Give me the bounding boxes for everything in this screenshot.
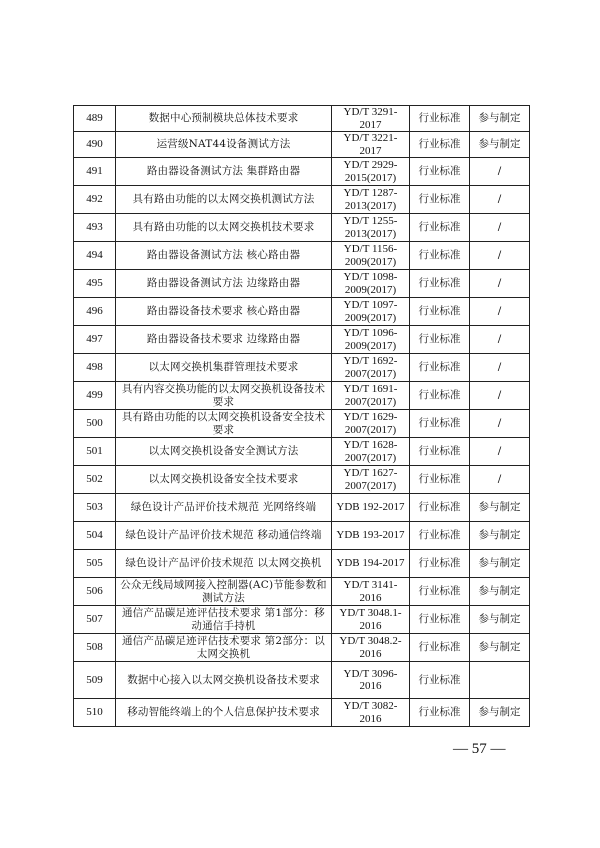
row-number-cell: 489 xyxy=(74,106,116,132)
row-number-cell: 493 xyxy=(74,214,116,242)
standard-type-cell: 行业标准 xyxy=(410,326,470,354)
participation-role-cell: 参与制定 xyxy=(470,699,530,727)
standard-code-cell: YD/T 1096-2009(2017) xyxy=(332,326,410,354)
standard-type-cell: 行业标准 xyxy=(410,298,470,326)
row-number-cell: 494 xyxy=(74,242,116,270)
standard-name-cell: 路由器设备测试方法 核心路由器 xyxy=(116,242,332,270)
standard-code-cell: YD/T 3096-2016 xyxy=(332,662,410,699)
standard-type-cell: 行业标准 xyxy=(410,214,470,242)
standard-code-cell: YD/T 3048.1-2016 xyxy=(332,606,410,634)
participation-role-cell: / xyxy=(470,186,530,214)
table-row xyxy=(74,466,530,494)
standard-code-cell: YD/T 2929-2015(2017) xyxy=(332,158,410,186)
standard-name-cell: 以太网交换机设备安全技术要求 xyxy=(116,466,332,494)
table-row xyxy=(74,662,530,699)
participation-role-cell: 参与制定 xyxy=(470,634,530,662)
row-number-cell: 490 xyxy=(74,132,116,158)
participation-role-cell: / xyxy=(470,242,530,270)
standard-type-cell: 行业标准 xyxy=(410,522,470,550)
standard-type-cell: 行业标准 xyxy=(410,382,470,410)
standard-code-cell: YD/T 1098-2009(2017) xyxy=(332,270,410,298)
standard-name-cell: 具有路由功能的以太网交换机测试方法 xyxy=(116,186,332,214)
standards-table xyxy=(73,105,530,727)
participation-role-cell: / xyxy=(470,298,530,326)
row-number-cell: 503 xyxy=(74,494,116,522)
standard-type-cell: 行业标准 xyxy=(410,106,470,132)
participation-role-cell: / xyxy=(470,354,530,382)
standard-type-cell: 行业标准 xyxy=(410,186,470,214)
participation-role-cell: 参与制定 xyxy=(470,494,530,522)
standard-code-cell: YD/T 1628-2007(2017) xyxy=(332,438,410,466)
standard-name-cell: 数据中心接入以太网交换机设备技术要求 xyxy=(116,662,332,699)
standard-code-cell: YD/T 1691-2007(2017) xyxy=(332,382,410,410)
standard-type-cell: 行业标准 xyxy=(410,132,470,158)
table-row xyxy=(74,298,530,326)
participation-role-cell: / xyxy=(470,438,530,466)
row-number-cell: 505 xyxy=(74,550,116,578)
table-row xyxy=(74,270,530,298)
table-row xyxy=(74,382,530,410)
table-row xyxy=(74,699,530,727)
standard-code-cell: YD/T 1097-2009(2017) xyxy=(332,298,410,326)
row-number-cell: 502 xyxy=(74,466,116,494)
standard-type-cell: 行业标准 xyxy=(410,438,470,466)
participation-role-cell: 参与制定 xyxy=(470,106,530,132)
standard-type-cell: 行业标准 xyxy=(410,354,470,382)
row-number-cell: 498 xyxy=(74,354,116,382)
row-number-cell: 509 xyxy=(74,662,116,699)
row-number-cell: 497 xyxy=(74,326,116,354)
table-row xyxy=(74,214,530,242)
participation-role-cell: 参与制定 xyxy=(470,578,530,606)
table-row xyxy=(74,494,530,522)
standard-code-cell: YD/T 3082-2016 xyxy=(332,699,410,727)
standard-code-cell: YD/T 1255-2013(2017) xyxy=(332,214,410,242)
standard-code-cell: YD/T 3291-2017 xyxy=(332,106,410,132)
row-number-cell: 510 xyxy=(74,699,116,727)
standard-name-cell: 以太网交换机设备安全测试方法 xyxy=(116,438,332,466)
table-row xyxy=(74,354,530,382)
table-row xyxy=(74,106,530,132)
standard-name-cell: 通信产品碳足迹评估技术要求 第2部分：以太网交换机 xyxy=(116,634,332,662)
row-number-cell: 507 xyxy=(74,606,116,634)
standard-type-cell: 行业标准 xyxy=(410,242,470,270)
standard-type-cell: 行业标准 xyxy=(410,578,470,606)
row-number-cell: 496 xyxy=(74,298,116,326)
standard-name-cell: 路由器设备技术要求 核心路由器 xyxy=(116,298,332,326)
standard-type-cell: 行业标准 xyxy=(410,634,470,662)
standards-table-sheet xyxy=(73,105,529,727)
participation-role-cell: 参与制定 xyxy=(470,132,530,158)
standard-type-cell: 行业标准 xyxy=(410,410,470,438)
row-number-cell: 491 xyxy=(74,158,116,186)
row-number-cell: 501 xyxy=(74,438,116,466)
standard-name-cell: 具有内容交换功能的以太网交换机设备技术要求 xyxy=(116,382,332,410)
row-number-cell: 504 xyxy=(74,522,116,550)
table-row xyxy=(74,438,530,466)
table-row xyxy=(74,410,530,438)
table-row xyxy=(74,186,530,214)
standard-name-cell: 路由器设备技术要求 边缘路由器 xyxy=(116,326,332,354)
page-number: — 57 — xyxy=(453,741,506,757)
table-row xyxy=(74,578,530,606)
table-row xyxy=(74,132,530,158)
standard-name-cell: 绿色设计产品评价技术规范 移动通信终端 xyxy=(116,522,332,550)
row-number-cell: 500 xyxy=(74,410,116,438)
standard-type-cell: 行业标准 xyxy=(410,270,470,298)
standard-name-cell: 路由器设备测试方法 集群路由器 xyxy=(116,158,332,186)
standard-name-cell: 以太网交换机集群管理技术要求 xyxy=(116,354,332,382)
standard-code-cell: YD/T 1692-2007(2017) xyxy=(332,354,410,382)
participation-role-cell: / xyxy=(470,270,530,298)
standard-code-cell: YD/T 1156-2009(2017) xyxy=(332,242,410,270)
table-row xyxy=(74,158,530,186)
standard-code-cell: YD/T 1629-2007(2017) xyxy=(332,410,410,438)
standard-name-cell: 通信产品碳足迹评估技术要求 第1部分：移动通信手持机 xyxy=(116,606,332,634)
table-row xyxy=(74,522,530,550)
participation-role-cell: / xyxy=(470,158,530,186)
participation-role-cell: 参与制定 xyxy=(470,522,530,550)
row-number-cell: 492 xyxy=(74,186,116,214)
standard-type-cell: 行业标准 xyxy=(410,158,470,186)
standard-name-cell: 公众无线局域网接入控制器(AC)节能参数和测试方法 xyxy=(116,578,332,606)
table-row xyxy=(74,634,530,662)
participation-role-cell: / xyxy=(470,410,530,438)
standard-name-cell: 运营级NAT44设备测试方法 xyxy=(116,132,332,158)
table-row xyxy=(74,550,530,578)
standard-name-cell: 具有路由功能的以太网交换机技术要求 xyxy=(116,214,332,242)
row-number-cell: 495 xyxy=(74,270,116,298)
standard-type-cell: 行业标准 xyxy=(410,494,470,522)
table-row xyxy=(74,326,530,354)
table-row xyxy=(74,242,530,270)
standard-type-cell: 行业标准 xyxy=(410,466,470,494)
standard-name-cell: 绿色设计产品评价技术规范 以太网交换机 xyxy=(116,550,332,578)
standard-type-cell: 行业标准 xyxy=(410,699,470,727)
standard-name-cell: 具有路由功能的以太网交换机设备安全技术要求 xyxy=(116,410,332,438)
participation-role-cell xyxy=(470,662,530,699)
row-number-cell: 506 xyxy=(74,578,116,606)
standard-code-cell: YD/T 3048.2-2016 xyxy=(332,634,410,662)
standard-type-cell: 行业标准 xyxy=(410,662,470,699)
standard-code-cell: YD/T 3221-2017 xyxy=(332,132,410,158)
participation-role-cell: / xyxy=(470,326,530,354)
participation-role-cell: / xyxy=(470,214,530,242)
participation-role-cell: 参与制定 xyxy=(470,606,530,634)
standard-name-cell: 数据中心预制模块总体技术要求 xyxy=(116,106,332,132)
standard-type-cell: 行业标准 xyxy=(410,550,470,578)
table-body xyxy=(74,106,530,727)
standard-code-cell: YDB 194-2017 xyxy=(332,550,410,578)
row-number-cell: 499 xyxy=(74,382,116,410)
standard-code-cell: YD/T 1627-2007(2017) xyxy=(332,466,410,494)
participation-role-cell: / xyxy=(470,466,530,494)
standard-type-cell: 行业标准 xyxy=(410,606,470,634)
participation-role-cell: 参与制定 xyxy=(470,550,530,578)
standard-code-cell: YDB 192-2017 xyxy=(332,494,410,522)
standard-code-cell: YDB 193-2017 xyxy=(332,522,410,550)
standard-name-cell: 移动智能终端上的个人信息保护技术要求 xyxy=(116,699,332,727)
standard-name-cell: 路由器设备测试方法 边缘路由器 xyxy=(116,270,332,298)
row-number-cell: 508 xyxy=(74,634,116,662)
standard-name-cell: 绿色设计产品评价技术规范 光网络终端 xyxy=(116,494,332,522)
table-row xyxy=(74,606,530,634)
standard-code-cell: YD/T 3141-2016 xyxy=(332,578,410,606)
participation-role-cell: / xyxy=(470,382,530,410)
standard-code-cell: YD/T 1287-2013(2017) xyxy=(332,186,410,214)
